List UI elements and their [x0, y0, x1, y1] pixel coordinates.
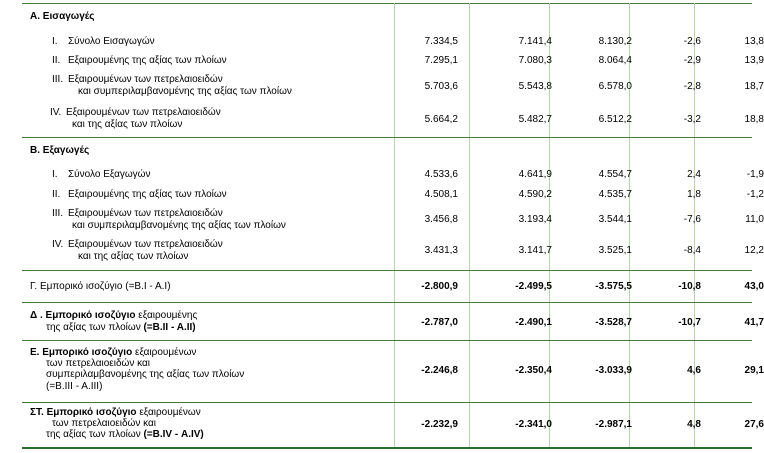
row-number: II. — [52, 189, 61, 200]
balance-title-rest: εξαιρουμένων — [136, 407, 201, 418]
section-rule — [22, 137, 752, 138]
row-label-cont: και συμπεριλαμβανομένης της αξίας των πλοίων — [72, 220, 286, 231]
cell-value: 29,1 — [744, 365, 764, 376]
balance-title-bold: ΣΤ. Εμπορικό ισοζύγιο — [30, 407, 137, 418]
cell-value: 4.533,6 — [424, 169, 458, 180]
cell-value: 7.080,3 — [518, 55, 552, 66]
balance-title-rest: εξαιρουμένων — [132, 347, 197, 358]
cell-value: -2,8 — [683, 81, 701, 92]
balance-title: Γ. Εμπορικό ισοζύγιο (=Β.Ι - Α.Ι) — [30, 281, 171, 292]
row-label: Σύνολο Εισαγωγών — [68, 36, 155, 47]
balance-title-ref: (=Β.ΙΙ - Α.ΙΙ) — [140, 322, 196, 333]
cell-value: 27,6 — [744, 419, 764, 430]
cell-value: -10,7 — [678, 317, 701, 328]
cell-value: -2.232,9 — [421, 419, 458, 430]
cell-value: 5.482,7 — [518, 114, 552, 125]
cell-value: 3.544,1 — [598, 214, 632, 225]
cell-value: -3.575,5 — [595, 281, 632, 292]
cell-value: 11,0 — [745, 214, 764, 225]
cell-value: 12,2 — [744, 245, 764, 256]
balance-title-rest: εξαιρουμένης — [135, 310, 198, 321]
exports-heading: Β. Εξαγωγές — [30, 145, 90, 156]
cell-value: 2,4 — [687, 169, 701, 180]
imports-heading: Α. Εισαγωγές — [30, 11, 95, 22]
row-number: IV. — [50, 107, 62, 118]
bottom-rule — [22, 447, 752, 449]
row-label: Εξαιρουμένων των πετρελαιοειδών — [68, 74, 223, 85]
cell-value: 4.535,7 — [598, 189, 632, 200]
section-rule — [22, 402, 752, 403]
row-number: IV. — [52, 239, 64, 250]
balance-title-line: συμπεριλαμβανομένης της αξίας των πλοίων — [46, 369, 245, 380]
cell-value: 5.664,2 — [424, 114, 458, 125]
balance-title-line: της αξίας των πλοίων — [46, 322, 141, 333]
cell-value: -2.787,0 — [421, 317, 458, 328]
cell-value: -2.350,4 — [515, 365, 552, 376]
balance-title-cont — [46, 429, 204, 440]
balance-title-line: των πετρελαιοειδών και — [46, 358, 150, 369]
row-number: II. — [52, 55, 61, 66]
cell-value: 7.334,5 — [424, 36, 458, 47]
column-divider — [394, 3, 395, 447]
cell-value: -2.341,0 — [515, 419, 552, 430]
balance-title-ref: (=Β.ΙV - Α.ΙV) — [140, 429, 204, 440]
cell-value: -10,8 — [678, 281, 701, 292]
balance-title-line: της αξίας των πλοίων — [46, 429, 141, 440]
cell-value: 4,8 — [687, 419, 701, 430]
row-number: III. — [52, 208, 64, 219]
row-label: Εξαιρουμένων των πετρελαιοειδών — [68, 239, 223, 250]
cell-value: 13,8 — [744, 36, 764, 47]
cell-value: 3.431,3 — [424, 245, 458, 256]
cell-value: 4,6 — [687, 365, 701, 376]
section-rule — [22, 302, 752, 303]
cell-value: 7.295,1 — [424, 55, 458, 66]
column-divider — [469, 3, 470, 447]
row-number: III. — [52, 74, 64, 85]
balance-title — [30, 347, 196, 358]
row-label: Εξαιρουμένων των πετρελαιοειδών — [68, 208, 223, 219]
cell-value: -1,9 — [746, 169, 764, 180]
row-number: I. — [52, 36, 58, 47]
row-number: I. — [52, 169, 58, 180]
cell-value: -7,6 — [683, 214, 701, 225]
top-rule — [22, 3, 752, 4]
cell-value: 5.703,6 — [424, 81, 458, 92]
cell-value: -2.246,8 — [421, 365, 458, 376]
row-label-cont: και της αξίας των πλοίων — [72, 119, 183, 130]
balance-title-ref: (=Β.ΙΙΙ - Α.ΙΙΙ) — [46, 381, 103, 392]
cell-value: -8,4 — [683, 245, 701, 256]
cell-value: 8.064,4 — [598, 55, 632, 66]
cell-value: -3,2 — [683, 114, 701, 125]
cell-value: 3.193,4 — [518, 214, 552, 225]
balance-title-line: των πετρελαιοειδών και — [52, 418, 156, 429]
cell-value: -2.800,9 — [421, 281, 458, 292]
balance-title — [30, 407, 201, 418]
cell-value: -1,2 — [746, 189, 764, 200]
row-label-cont: και συμπεριλαμβανομένης της αξίας των πλοίων — [78, 86, 292, 97]
cell-value: 3.141,7 — [518, 245, 552, 256]
cell-value: 4.508,1 — [424, 189, 458, 200]
cell-value: 13,9 — [744, 55, 764, 66]
cell-value: 4.590,2 — [518, 189, 552, 200]
cell-value: -2,6 — [683, 36, 701, 47]
balance-title-bold: Δ . Εμπορικό ισοζύγιο — [30, 310, 136, 321]
cell-value: -3.033,9 — [595, 365, 632, 376]
section-rule — [22, 270, 752, 271]
cell-value: 41,7 — [744, 317, 764, 328]
cell-value: 5.543,8 — [518, 81, 552, 92]
cell-value: -2.490,1 — [515, 317, 552, 328]
cell-value: 1,8 — [687, 189, 701, 200]
cell-value: 3.525,1 — [598, 245, 632, 256]
cell-value: 18,8 — [744, 114, 764, 125]
cell-value: 3.456,8 — [424, 214, 458, 225]
row-label-cont: και της αξίας των πλοίων — [78, 251, 189, 262]
trade-balance-table — [22, 0, 764, 453]
cell-value: 18,7 — [744, 81, 764, 92]
cell-value: 4.554,7 — [598, 169, 632, 180]
row-label: Εξαιρουμένης της αξίας των πλοίων — [68, 189, 227, 200]
cell-value: -3.528,7 — [595, 317, 632, 328]
cell-value: 43,0 — [744, 281, 764, 292]
cell-value: -2,9 — [683, 55, 701, 66]
section-rule — [22, 340, 752, 341]
row-label: Εξαιρουμένων των πετρελαιοειδών — [66, 107, 221, 118]
cell-value: -2.499,5 — [515, 281, 552, 292]
row-label: Εξαιρουμένης της αξίας των πλοίων — [68, 55, 227, 66]
cell-value: 8.130,2 — [598, 36, 632, 47]
cell-value: 4.641,9 — [518, 169, 552, 180]
balance-title-bold: Ε. Εμπορικό ισοζύγιο — [30, 347, 133, 358]
cell-value: 6.512,2 — [598, 114, 632, 125]
cell-value: 7.141,4 — [518, 36, 552, 47]
row-label: Σύνολο Εξαγωγών — [68, 169, 151, 180]
cell-value: 6.578,0 — [598, 81, 632, 92]
balance-title — [30, 310, 197, 321]
cell-value: -2.987,1 — [595, 419, 632, 430]
balance-title-cont — [46, 322, 196, 333]
